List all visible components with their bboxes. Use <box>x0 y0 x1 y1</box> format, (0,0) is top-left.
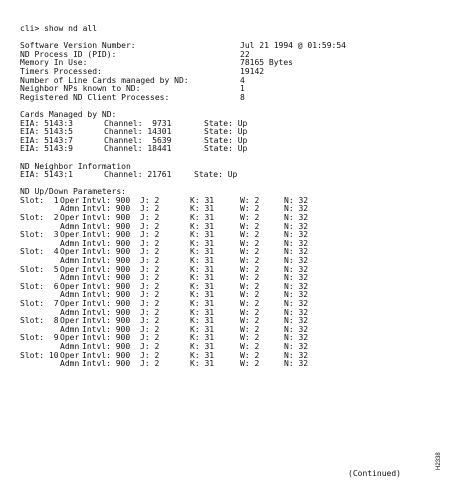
param-w: W: 2 <box>240 195 260 205</box>
param-j: J: 2 <box>140 333 160 343</box>
card-channel: Channel: 5639 <box>104 135 172 145</box>
param-intvl: Intvl: 900 <box>82 307 131 317</box>
card-state: State: Up <box>204 144 248 154</box>
param-intvl: Intvl: 900 <box>82 213 131 223</box>
param-type: Admn <box>60 238 80 248</box>
cards-header: Cards Managed by ND: <box>20 109 117 119</box>
param-j: J: 2 <box>140 341 160 351</box>
param-n: N: 32 <box>284 273 309 283</box>
param-j: J: 2 <box>140 316 160 326</box>
param-type: Oper <box>60 264 80 274</box>
param-type: Admn <box>60 221 80 231</box>
param-k: K: 31 <box>190 333 215 343</box>
param-j: J: 2 <box>140 256 160 266</box>
continued-label: (Continued) <box>348 469 401 478</box>
figure-id: H2338 <box>436 452 442 470</box>
param-intvl: Intvl: 900 <box>82 256 131 266</box>
param-j: J: 2 <box>140 307 160 317</box>
param-type: Oper <box>60 281 80 291</box>
slot-label: Slot: 6 <box>20 281 59 291</box>
summary-label: ND Process ID (PID): <box>20 49 117 59</box>
param-n: N: 32 <box>284 307 309 317</box>
param-k: K: 31 <box>190 213 215 223</box>
param-k: K: 31 <box>190 324 215 334</box>
card-state: State: Up <box>204 135 248 145</box>
param-intvl: Intvl: 900 <box>82 333 131 343</box>
param-n: N: 32 <box>284 341 309 351</box>
command-line: cli> show nd all <box>20 24 98 33</box>
updown-section <box>20 188 440 368</box>
summary-label: Software Version Number: <box>20 41 136 51</box>
param-n: N: 32 <box>284 290 309 300</box>
param-intvl: Intvl: 900 <box>82 195 131 205</box>
neighbor-channel: Channel: 21761 <box>104 170 172 180</box>
param-intvl: Intvl: 900 <box>82 264 131 274</box>
param-n: N: 32 <box>284 359 309 369</box>
summary-row <box>20 94 440 103</box>
param-k: K: 31 <box>190 281 215 291</box>
card-channel: Channel: 9731 <box>104 118 172 128</box>
param-j: J: 2 <box>140 230 160 240</box>
card-channel: Channel: 14301 <box>104 127 172 137</box>
param-intvl: Intvl: 900 <box>82 359 131 369</box>
slot-label: Slot: 3 <box>20 230 59 240</box>
summary-block <box>20 42 440 102</box>
param-k: K: 31 <box>190 247 215 257</box>
param-j: J: 2 <box>140 264 160 274</box>
summary-value: 22 <box>240 49 250 59</box>
param-j: J: 2 <box>140 324 160 334</box>
param-intvl: Intvl: 900 <box>82 290 131 300</box>
param-w: W: 2 <box>240 221 260 231</box>
param-n: N: 32 <box>284 324 309 334</box>
param-n: N: 32 <box>284 316 309 326</box>
param-intvl: Intvl: 900 <box>82 341 131 351</box>
param-j: J: 2 <box>140 204 160 214</box>
param-intvl: Intvl: 900 <box>82 281 131 291</box>
param-j: J: 2 <box>140 195 160 205</box>
summary-value: 19142 <box>240 66 265 76</box>
param-n: N: 32 <box>284 350 309 360</box>
param-n: N: 32 <box>284 221 309 231</box>
summary-label: Memory In Use: <box>20 58 88 68</box>
param-w: W: 2 <box>240 230 260 240</box>
param-k: K: 31 <box>190 290 215 300</box>
param-type: Oper <box>60 316 80 326</box>
card-state: State: Up <box>204 118 248 128</box>
param-n: N: 32 <box>284 299 309 308</box>
slot-label: Slot: 4 <box>20 247 59 257</box>
neighbor-header: ND Neighbor Information <box>20 161 131 171</box>
slot-label: Slot: 9 <box>20 333 59 343</box>
param-w: W: 2 <box>240 238 260 248</box>
neighbor-state: State: Up <box>194 170 238 180</box>
param-w: W: 2 <box>240 290 260 300</box>
param-j: J: 2 <box>140 221 160 231</box>
param-j: J: 2 <box>140 273 160 283</box>
param-w: W: 2 <box>240 273 260 283</box>
param-k: K: 31 <box>190 195 215 205</box>
slot-admn-row <box>20 360 440 369</box>
param-intvl: Intvl: 900 <box>82 230 131 240</box>
param-intvl: Intvl: 900 <box>82 221 131 231</box>
param-type: Oper <box>60 333 80 343</box>
param-n: N: 32 <box>284 213 309 223</box>
param-type: Oper <box>60 247 80 257</box>
slot-label: Slot: 1 <box>20 195 59 205</box>
param-type: Oper <box>60 230 80 240</box>
param-k: K: 31 <box>190 238 215 248</box>
summary-value: 1 <box>240 84 245 94</box>
summary-label: Timers Processed: <box>20 66 102 76</box>
param-j: J: 2 <box>140 213 160 223</box>
param-k: K: 31 <box>190 230 215 240</box>
summary-value: 4 <box>240 75 245 85</box>
neighbor-section <box>20 163 440 180</box>
terminal-output <box>20 25 440 369</box>
summary-label: Registered ND Client Processes: <box>20 92 170 102</box>
param-type: Admn <box>60 359 80 369</box>
summary-value: Jul 21 1994 @ 01:59:54 <box>240 41 346 51</box>
updown-header: ND Up/Down Parameters: <box>20 187 126 197</box>
slot-label: Slot: 7 <box>20 299 59 308</box>
param-intvl: Intvl: 900 <box>82 273 131 283</box>
param-j: J: 2 <box>140 359 160 369</box>
param-type: Oper <box>60 213 80 223</box>
param-k: K: 31 <box>190 350 215 360</box>
slot-label: Slot: 2 <box>20 213 59 223</box>
param-type: Oper <box>60 195 80 205</box>
param-intvl: Intvl: 900 <box>82 316 131 326</box>
param-type: Admn <box>60 256 80 266</box>
param-n: N: 32 <box>284 264 309 274</box>
param-k: K: 31 <box>190 256 215 266</box>
param-intvl: Intvl: 900 <box>82 204 131 214</box>
param-n: N: 32 <box>284 247 309 257</box>
param-n: N: 32 <box>284 230 309 240</box>
param-intvl: Intvl: 900 <box>82 350 131 360</box>
param-type: Admn <box>60 204 80 214</box>
param-j: J: 2 <box>140 290 160 300</box>
summary-value: 78165 Bytes <box>240 58 293 68</box>
param-w: W: 2 <box>240 264 260 274</box>
param-j: J: 2 <box>140 299 160 308</box>
param-k: K: 31 <box>190 359 215 369</box>
slot-table <box>20 197 440 369</box>
param-n: N: 32 <box>284 238 309 248</box>
param-w: W: 2 <box>240 350 260 360</box>
param-j: J: 2 <box>140 238 160 248</box>
param-w: W: 2 <box>240 341 260 351</box>
param-n: N: 32 <box>284 195 309 205</box>
param-w: W: 2 <box>240 324 260 334</box>
param-type: Oper <box>60 350 80 360</box>
param-type: Oper <box>60 299 80 308</box>
slot-label: Slot: 5 <box>20 264 59 274</box>
param-intvl: Intvl: 900 <box>82 324 131 334</box>
param-intvl: Intvl: 900 <box>82 238 131 248</box>
param-j: J: 2 <box>140 281 160 291</box>
param-w: W: 2 <box>240 316 260 326</box>
cards-section <box>20 111 440 154</box>
card-eia: EIA: 5143:5 <box>20 127 73 137</box>
param-w: W: 2 <box>240 256 260 266</box>
card-eia: EIA: 5143:7 <box>20 135 73 145</box>
param-j: J: 2 <box>140 350 160 360</box>
summary-label: Number of Line Cards managed by ND: <box>20 75 189 85</box>
param-intvl: Intvl: 900 <box>82 299 131 308</box>
param-n: N: 32 <box>284 204 309 214</box>
param-intvl: Intvl: 900 <box>82 247 131 257</box>
param-w: W: 2 <box>240 299 260 308</box>
param-k: K: 31 <box>190 299 215 308</box>
slot-label: Slot: 8 <box>20 316 59 326</box>
param-w: W: 2 <box>240 213 260 223</box>
card-channel: Channel: 18441 <box>104 144 172 154</box>
summary-value: 8 <box>240 92 245 102</box>
param-type: Admn <box>60 307 80 317</box>
param-type: Admn <box>60 273 80 283</box>
param-n: N: 32 <box>284 256 309 266</box>
slot-label: Slot: 10 <box>20 350 59 360</box>
card-eia: EIA: 5143:9 <box>20 144 73 154</box>
param-n: N: 32 <box>284 281 309 291</box>
param-type: Admn <box>60 290 80 300</box>
card-state: State: Up <box>204 127 248 137</box>
param-k: K: 31 <box>190 273 215 283</box>
param-w: W: 2 <box>240 359 260 369</box>
param-j: J: 2 <box>140 247 160 257</box>
param-k: K: 31 <box>190 307 215 317</box>
neighbor-row <box>20 171 440 180</box>
param-w: W: 2 <box>240 204 260 214</box>
param-type: Admn <box>60 324 80 334</box>
param-k: K: 31 <box>190 221 215 231</box>
param-type: Admn <box>60 341 80 351</box>
neighbor-eia: EIA: 5143:1 <box>20 170 73 180</box>
card-row <box>20 145 440 154</box>
card-eia: EIA: 5143:3 <box>20 118 73 128</box>
param-k: K: 31 <box>190 264 215 274</box>
param-k: K: 31 <box>190 316 215 326</box>
param-w: W: 2 <box>240 281 260 291</box>
param-k: K: 31 <box>190 341 215 351</box>
param-w: W: 2 <box>240 247 260 257</box>
param-w: W: 2 <box>240 307 260 317</box>
param-n: N: 32 <box>284 333 309 343</box>
summary-label: Neighbor NPs known to ND: <box>20 84 141 94</box>
param-w: W: 2 <box>240 333 260 343</box>
param-k: K: 31 <box>190 204 215 214</box>
